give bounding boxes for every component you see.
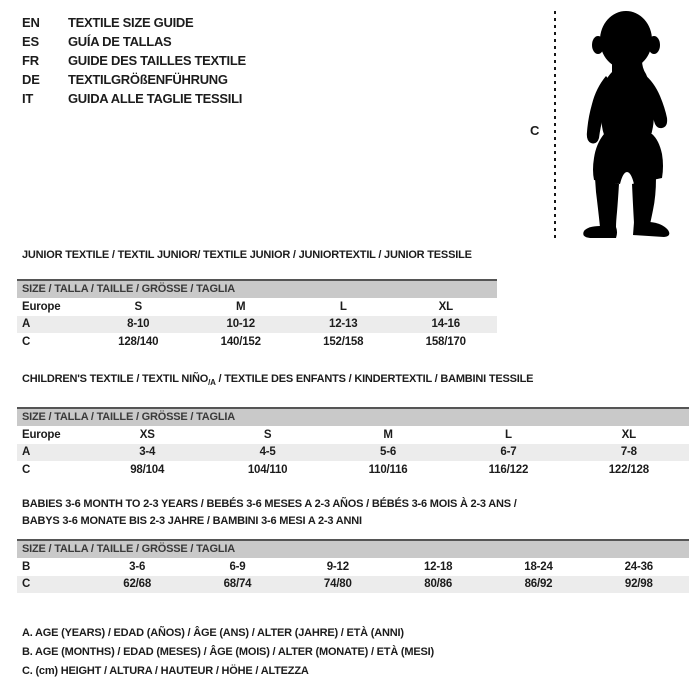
cell-value: 62/68 — [123, 578, 152, 591]
childrens-textile-table — [17, 407, 689, 479]
table-row — [17, 558, 689, 576]
language-list — [22, 13, 246, 108]
table-row — [17, 316, 497, 334]
cell-value: L — [505, 428, 512, 441]
size-header-bar: SIZE / TALLA / TAILLE / GRÖSSE / TAGLIA — [17, 407, 689, 426]
childrens-textile-title — [22, 372, 689, 390]
legend — [22, 624, 434, 681]
cell-value: 110/116 — [368, 463, 408, 476]
title-text: BABYS 3-6 MONATE BIS 2-3 JAHRE / BAMBINI 3-6 MESI A 2-3 ANNI — [22, 515, 362, 527]
cell-value: XS — [139, 428, 155, 441]
cell-value: 12-18 — [423, 560, 453, 573]
cell-value: 122/128 — [608, 463, 649, 476]
table-row — [17, 576, 689, 594]
language-row — [22, 70, 246, 89]
cell-value: 3-4 — [139, 446, 156, 459]
language-row — [22, 13, 246, 32]
cell-value: 6-9 — [229, 560, 246, 573]
cell-value: 24-36 — [624, 560, 654, 573]
childrens-textile-section — [17, 372, 689, 479]
cell-value: 104/110 — [247, 463, 288, 476]
title-text: CHILDREN'S TEXTILE / TEXTIL NIÑO — [22, 373, 209, 385]
row-label: Europe — [22, 428, 61, 441]
cell-value: 7-8 — [620, 446, 637, 459]
language-row — [22, 51, 246, 70]
title-text: JUNIOR TEXTILE / TEXTIL JUNIOR/ TEXTILE JUNIOR / JUNIORTEXTIL / JUNIOR TESSILE — [22, 249, 472, 261]
junior-textile-title — [22, 248, 497, 262]
babies-textile-section — [17, 496, 689, 593]
size-header-bar: SIZE / TALLA / TAILLE / GRÖSSE / TAGLIA — [17, 279, 497, 298]
babies-textile-title — [22, 496, 689, 530]
toddler-silhouette-icon — [566, 8, 694, 246]
cell-value: 5-6 — [380, 446, 397, 459]
table-row — [17, 333, 497, 351]
row-label: B — [22, 560, 31, 573]
row-label: C — [22, 335, 31, 348]
language-label: TEXTILGRÖßENFÜHRUNG — [68, 72, 228, 87]
cell-value: 3-6 — [129, 560, 146, 573]
height-measure-dashed-line — [554, 11, 556, 242]
cell-value: S — [263, 428, 272, 441]
cell-value: XL — [621, 428, 636, 441]
cell-value: 14-16 — [431, 318, 460, 331]
language-code: EN — [22, 15, 40, 30]
height-measure-label: C — [530, 123, 540, 138]
cell-value: 6-7 — [500, 446, 517, 459]
row-label: Europe — [22, 300, 61, 313]
figure-block — [528, 6, 696, 248]
cell-value: 4-5 — [259, 446, 276, 459]
cell-value: L — [339, 300, 347, 313]
table-row — [17, 426, 689, 444]
cell-value: XL — [438, 300, 453, 313]
row-label: C — [22, 463, 31, 476]
cell-value: 68/74 — [223, 578, 252, 591]
cell-value: 9-12 — [326, 560, 349, 573]
cell-value: 140/152 — [220, 335, 261, 348]
title-text: /A — [208, 378, 216, 388]
cell-value: S — [134, 300, 142, 313]
legend-line: B. AGE (MONTHS) / EDAD (MESES) / ÂGE (MOIS) / ALTER (MONATE) / ETÀ (MESI) — [22, 646, 434, 658]
table-row — [17, 444, 689, 462]
size-header-bar: SIZE / TALLA / TAILLE / GRÖSSE / TAGLIA — [17, 539, 689, 558]
cell-value: 158/170 — [425, 335, 466, 348]
language-row — [22, 89, 246, 108]
title-line — [22, 513, 689, 530]
cell-value: 98/104 — [130, 463, 165, 476]
title-line — [22, 496, 689, 513]
junior-textile-section — [17, 248, 497, 351]
title-line — [22, 248, 497, 262]
row-label: C — [22, 578, 31, 591]
cell-value: 128/140 — [118, 335, 159, 348]
cell-value: M — [383, 428, 393, 441]
language-label: GUÍA DE TALLAS — [68, 34, 172, 49]
cell-value: 12-13 — [329, 318, 358, 331]
cell-value: 8-10 — [127, 318, 150, 331]
cell-value: 92/98 — [624, 578, 653, 591]
cell-value: M — [236, 300, 246, 313]
table-row — [17, 461, 689, 479]
cell-value: 80/86 — [424, 578, 453, 591]
row-label: A — [22, 446, 31, 459]
junior-textile-table — [17, 279, 497, 351]
cell-value: 86/92 — [524, 578, 553, 591]
language-code: IT — [22, 91, 34, 106]
language-label: GUIDE DES TAILLES TEXTILE — [68, 53, 246, 68]
title-line — [22, 372, 689, 390]
legend-line: C. (cm) HEIGHT / ALTURA / HAUTEUR / HÖHE / ALTEZZA — [22, 665, 309, 677]
title-text: BABIES 3-6 MONTH TO 2-3 YEARS / BEBÉS 3-6 MESES A 2-3 AÑOS / BÉBÉS 3-6 MOIS À 2-3 ANS / — [22, 498, 517, 510]
cell-value: 74/80 — [323, 578, 352, 591]
cell-value: 10-12 — [226, 318, 255, 331]
row-label: A — [22, 318, 31, 331]
language-code: FR — [22, 53, 39, 68]
language-label: GUIDA ALLE TAGLIE TESSILI — [68, 91, 243, 106]
legend-line: A. AGE (YEARS) / EDAD (AÑOS) / ÂGE (ANS) / ALTER (JAHRE) / ETÀ (ANNI) — [22, 627, 404, 639]
language-row — [22, 32, 246, 51]
table-row — [17, 298, 497, 316]
title-text: / TEXTILE DES ENFANTS / KINDERTEXTIL / BAMBINI TESSILE — [215, 373, 534, 385]
cell-value: 18-24 — [524, 560, 553, 573]
cell-value: 116/122 — [488, 463, 529, 476]
language-label: TEXTILE SIZE GUIDE — [68, 15, 194, 30]
babies-textile-table — [17, 539, 689, 593]
cell-value: 152/158 — [323, 335, 364, 348]
language-code: DE — [22, 72, 40, 87]
language-code: ES — [22, 34, 39, 49]
